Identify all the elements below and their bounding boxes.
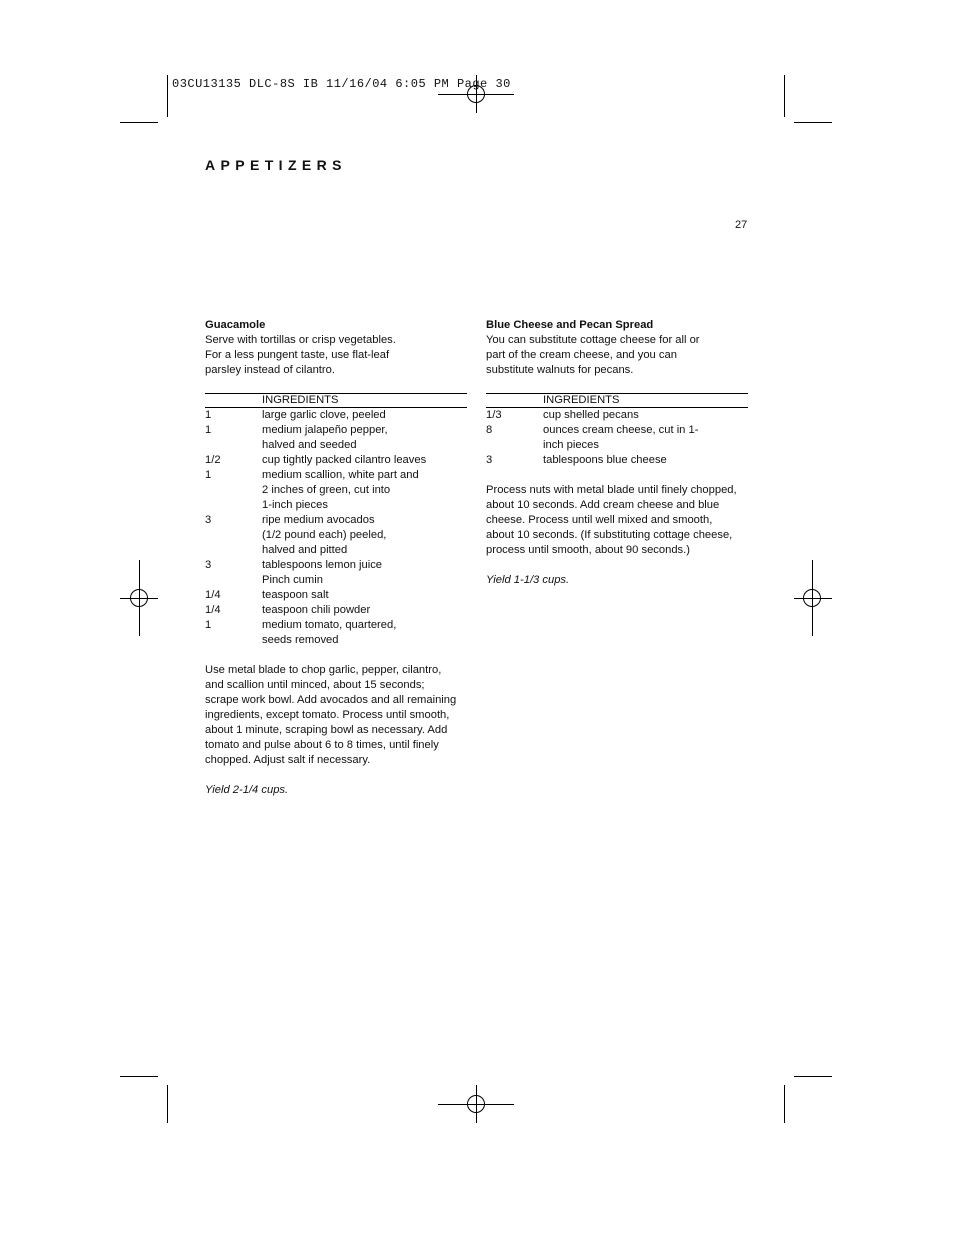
ingredient-description [262, 408, 467, 423]
ingredient-quantity: 3 [486, 454, 493, 466]
print-slug: 03CU13135 DLC-8S IB 11/16/04 6:05 PM Page 30 [172, 77, 511, 91]
method-line: tomato and pulse about 6 to 8 times, until finely [205, 739, 439, 751]
intro-line: parsley instead of cilantro. [205, 364, 335, 376]
crop-mark [120, 1076, 158, 1077]
recipe-title: Blue Cheese and Pecan Spread [486, 319, 654, 331]
ingredient-description [262, 603, 467, 618]
ingredient-line: medium scallion, white part and [262, 469, 419, 481]
recipe-blue-cheese-pecan-spread [486, 318, 748, 588]
ingredient-line: Pinch cumin [262, 574, 323, 586]
ingredient-line: tablespoons blue cheese [543, 454, 667, 466]
ingredients-table [205, 393, 467, 648]
recipe-intro [486, 333, 748, 378]
ingredient-description [262, 513, 467, 558]
ingredient-row [205, 558, 467, 588]
ingredient-line: (1/2 pound each) peeled, [262, 529, 387, 541]
ingredient-quantity: 1 [205, 619, 212, 631]
crop-mark [784, 1085, 785, 1123]
ingredient-line: teaspoon salt [262, 589, 329, 601]
crop-mark [784, 75, 785, 117]
recipe-yield: Yield 1-1/3 cups. [486, 574, 570, 586]
ingredient-row [486, 408, 748, 423]
intro-line: part of the cream cheese, and you can [486, 349, 677, 361]
ingredient-row [205, 408, 467, 423]
method-line: process until smooth, about 90 seconds.) [486, 544, 690, 556]
ingredient-description [543, 408, 748, 423]
ingredient-quantity: 1 [205, 469, 212, 481]
recipe-guacamole [205, 318, 467, 798]
ingredient-quantity: 1/4 [205, 589, 221, 601]
ingredient-quantity: 3 [205, 514, 212, 526]
ingredient-line: tablespoons lemon juice [262, 559, 383, 571]
ingredient-row [205, 468, 467, 513]
ingredient-quantity: 8 [486, 424, 493, 436]
ingredient-quantity: 1 [205, 424, 212, 436]
ingredient-description [262, 468, 467, 513]
ingredient-description [262, 453, 467, 468]
ingredient-line: cup tightly packed cilantro leaves [262, 454, 427, 466]
method-line: Use metal blade to chop garlic, pepper, cilantro, [205, 664, 442, 676]
ingredients-header: INGREDIENTS [205, 394, 467, 408]
ingredient-description [262, 618, 467, 648]
ingredient-row [205, 588, 467, 603]
ingredient-description [543, 423, 748, 453]
crop-mark [120, 122, 158, 123]
ingredient-row [205, 513, 467, 558]
ingredient-line: inch pieces [543, 439, 599, 451]
crop-mark [794, 122, 832, 123]
method-line: about 10 seconds. Add cream cheese and blue [486, 499, 720, 511]
method-line: about 10 seconds. (If substituting cottage cheese, [486, 529, 733, 541]
ingredient-line: medium jalapeño pepper, [262, 424, 388, 436]
ingredient-line: medium tomato, quartered, [262, 619, 397, 631]
crop-mark [167, 1085, 168, 1123]
ingredient-quantity: 1/2 [205, 454, 221, 466]
section-title: APPETIZERS [205, 157, 347, 173]
registration-circle-icon [803, 589, 821, 607]
registration-circle-icon [467, 1095, 485, 1113]
intro-line: You can substitute cottage cheese for all or [486, 334, 700, 346]
ingredient-row [205, 453, 467, 468]
registration-circle-icon [130, 589, 148, 607]
method-line: Process nuts with metal blade until finely chopped, [486, 484, 737, 496]
ingredient-line: halved and pitted [262, 544, 348, 556]
ingredient-line: teaspoon chili powder [262, 604, 371, 616]
ingredient-line: ripe medium avocados [262, 514, 375, 526]
method-line: cheese. Process until well mixed and smooth, [486, 514, 713, 526]
ingredient-row [205, 423, 467, 453]
method-line: and scallion until minced, about 15 seconds; [205, 679, 425, 691]
method-line: ingredients, except tomato. Process until smooth, [205, 709, 450, 721]
ingredient-row [205, 618, 467, 648]
ingredient-line: seeds removed [262, 634, 339, 646]
ingredient-row [205, 603, 467, 618]
method-line: scrape work bowl. Add avocados and all remaining [205, 694, 457, 706]
ingredient-quantity: 1/3 [486, 409, 502, 421]
ingredient-line: large garlic clove, peeled [262, 409, 386, 421]
page-number: 27 [735, 219, 748, 231]
ingredient-description [262, 558, 467, 588]
ingredient-quantity: 1 [205, 409, 212, 421]
ingredient-line: halved and seeded [262, 439, 357, 451]
method-line: chopped. Adjust salt if necessary. [205, 754, 371, 766]
ingredient-row [486, 453, 748, 468]
ingredient-line: cup shelled pecans [543, 409, 639, 421]
ingredient-quantity: 1/4 [205, 604, 221, 616]
ingredient-description [262, 588, 467, 603]
ingredient-row [486, 423, 748, 453]
recipe-method [486, 483, 748, 558]
ingredients-table [486, 393, 748, 468]
crop-mark [167, 75, 168, 117]
crop-mark [794, 1076, 832, 1077]
intro-line: Serve with tortillas or crisp vegetables. [205, 334, 396, 346]
ingredient-quantity: 3 [205, 559, 212, 571]
ingredient-description [262, 423, 467, 453]
recipe-yield: Yield 2-1/4 cups. [205, 784, 289, 796]
method-line: about 1 minute, scraping bowl as necessary. Add [205, 724, 448, 736]
intro-line: For a less pungent taste, use flat-leaf [205, 349, 390, 361]
ingredients-header: INGREDIENTS [486, 394, 748, 408]
recipe-method [205, 663, 467, 768]
ingredient-line: ounces cream cheese, cut in 1- [543, 424, 699, 436]
recipe-intro [205, 333, 467, 378]
intro-line: substitute walnuts for pecans. [486, 364, 634, 376]
ingredient-line: 2 inches of green, cut into [262, 484, 391, 496]
ingredient-line: 1-inch pieces [262, 499, 328, 511]
ingredient-description [543, 453, 748, 468]
recipe-title: Guacamole [205, 319, 266, 331]
